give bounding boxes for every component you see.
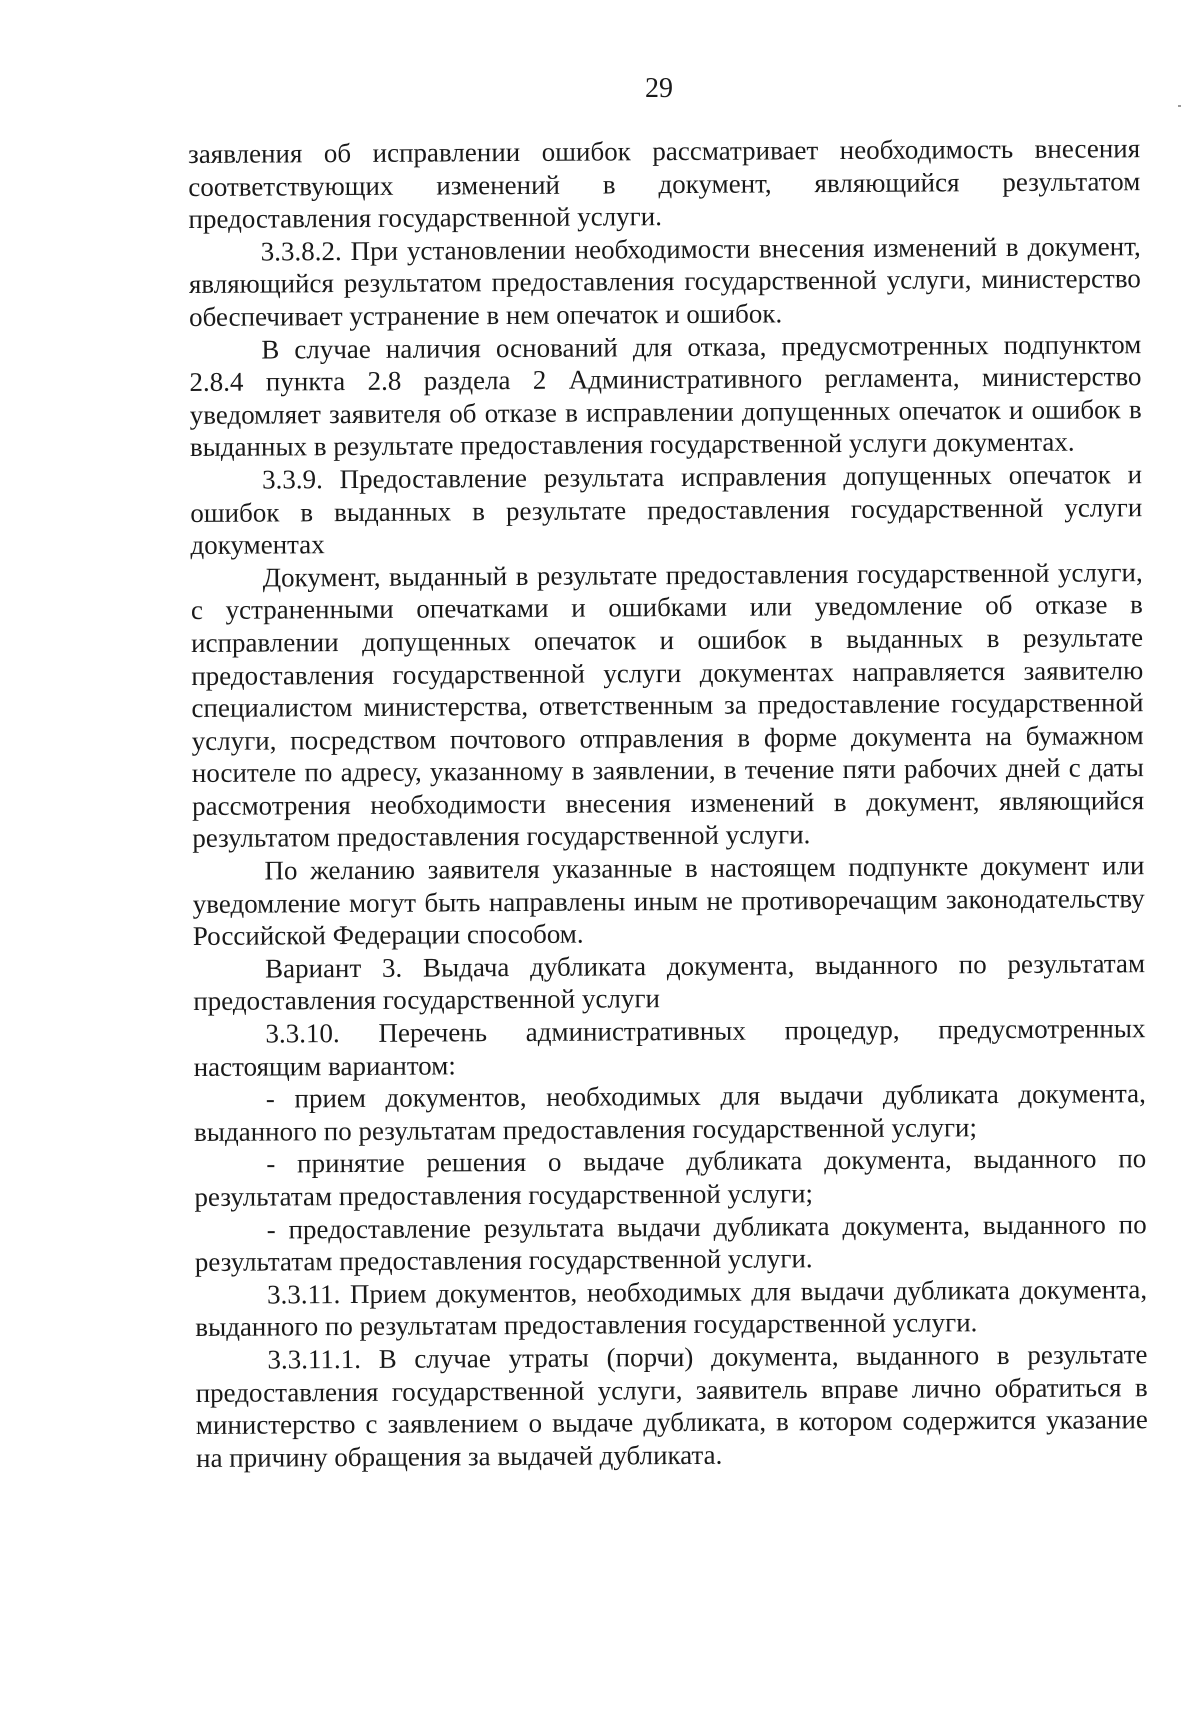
paragraph-refusal-grounds: В случае наличия оснований для отказа, предусмотренных подпунктом 2.8.4 пункта 2.8 раздела 2 Административного регламента, министерство уведомляет заявителя об отказе в исправлении допущенных опечаток и ошибок в выданных в результате предоставления государственной услуги документах. <box>189 328 1142 463</box>
paragraph-document-delivery: Документ, выданный в результате предоставления государственной услуги, с устраненными опечатками и ошибками или уведомление об отказе в исправлении допущенных опечаток и ошибок в выданных в результате предоставления государственной услуги документах направляется заявителю специалистом министерства, ответственным за предоставление государственной услуги, посредством почтового отправления в форме документа на бумажном носителе по адресу, указанному в заявлении, в течение пяти рабочих дней с даты рассмотрения необходимости внесения изменений в документ, являющийся результатом предоставления государственной услуги. <box>190 556 1145 854</box>
paragraph-3-3-8-2: 3.3.8.2. При установлении необходимости внесения изменений в документ, являющийся результатом предоставления государственной услуги, министерство обеспечивает устранение в нем опечаток и ошибок. <box>188 230 1141 332</box>
list-item-receive-documents: - прием документов, необходимых для выдачи дубликата документа, выданного по результатам предоставления государственной услуги; <box>193 1078 1146 1147</box>
paragraph-continuation: заявления об исправлении ошибок рассматривает необходимость внесения соответствующих изменений в документ, являющийся результатом предоставления государственной услуги. <box>188 133 1141 235</box>
paragraph-3-3-10: 3.3.10. Перечень административных процедур, предусмотренных настоящим вариантом: <box>193 1013 1146 1082</box>
paragraph-variant-3-heading: Вариант 3. Выдача дубликата документа, выданного по результатам предоставления государственной услуги <box>193 948 1146 1017</box>
list-item-decision: - принятие решения о выдаче дубликата документа, выданного по результатам предоставления государственной услуги; <box>194 1143 1147 1212</box>
document-body <box>188 132 1148 1474</box>
paragraph-3-3-11: 3.3.11. Прием документов, необходимых для выдачи дубликата документа, выданного по результатам предоставления государственной услуги. <box>195 1273 1148 1343</box>
paragraph-3-3-11-1: 3.3.11.1. В случае утраты (порчи) документа, выданного в результате предоставления государственной услуги, заявитель вправе лично обратиться в министерство с заявлением о выдаче дубликата, в котором содержится указание на причину обращения за выдачей дубликата. <box>195 1339 1148 1473</box>
paragraph-3-3-9-heading: 3.3.9. Предоставление результата исправления допущенных опечаток и ошибок в выданных в результате предоставления государственной услуги документах <box>190 459 1143 561</box>
page-number: 29 <box>645 73 673 104</box>
paragraph-other-method: По желанию заявителя указанные в настоящем подпункте документ или уведомление могут быть направлены иным не противоречащим законодательству Российской Федерации способом. <box>192 850 1145 952</box>
list-item-result: - предоставление результата выдачи дубликата документа, выданного по результатам предоставления государственной услуги. <box>194 1208 1147 1278</box>
